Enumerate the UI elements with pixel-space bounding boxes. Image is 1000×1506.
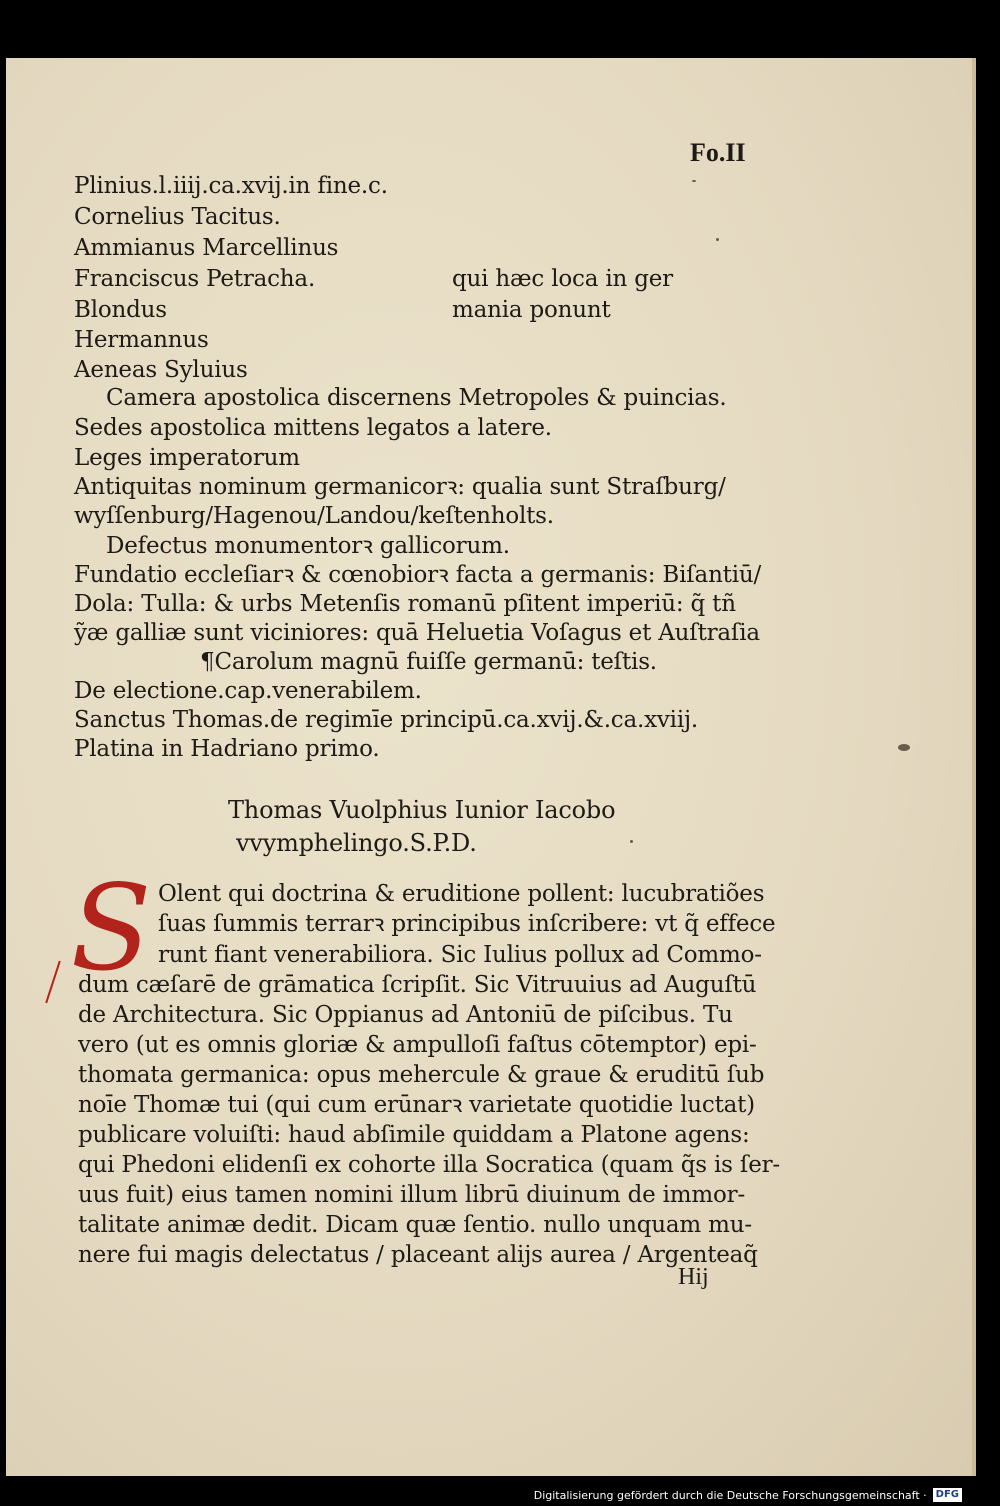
letter-heading: vvymphelingo.S.P.D. [236,829,477,857]
bracket-note: mania ponunt [452,297,611,323]
source-line: Fundatio eccleſiarꝛ & cœnobiorꝛ facta a germanis: Biſantiū/ [74,562,762,588]
letter-line: nere fui magis delectatus / placeant alijs aurea / Argenteaq̃ [78,1242,758,1268]
letter-line: qui Phedoni elidenſi ex cohorte illa Socratica (quam q̃s is ſer- [78,1152,780,1178]
letter-line: uus fuit) eius tamen nomini illum librū diuinum de immor- [78,1182,746,1208]
author-line: Aeneas Syluius [74,357,248,383]
source-line: Sedes apostolica mittens legatos a latere. [74,415,552,441]
author-line: Plinius.l.iiij.ca.xvij.in fine.c. [74,173,388,199]
folio-number: Fo.II [690,138,746,167]
letter-line: thomata germanica: opus mehercule & graue & eruditū ſub [78,1062,765,1088]
letter-line: talitate animæ dedit. Dicam quæ ſentio. nullo unquam mu- [78,1212,752,1238]
gathering-signature: Hij [678,1264,709,1290]
source-line: Dola: Tulla: & urbs Metenſis romanū pſitent imperiū: q̃ tñ [74,591,736,617]
pilcrow-icon: ¶ [200,649,215,675]
bracket-note: qui hæc loca in ger [452,266,673,292]
letter-line: Olent qui doctrina & eruditione pollent: lucubratiões [158,881,765,907]
letter-line: vero (ut es omnis gloriæ & ampulloſi faſtus cōtemptor) epi- [78,1032,757,1058]
letter-line: de Architectura. Sic Oppianus ad Antoniū de piſcibus. Tu [78,1002,733,1028]
rubricated-initial: S [70,859,152,997]
source-line: Camera apostolica discernens Metropoles & puincias. [106,385,727,411]
author-line: Hermannus [74,327,209,353]
letter-line: dum cæſarē de grāmatica ſcripſit. Sic Vitruuius ad Auguſtū [78,972,757,998]
source-line: De electione.cap.venerabilem. [74,678,422,704]
author-line: Cornelius Tacitus. [74,204,281,230]
source-line: ỹæ galliæ sunt viciniores: quā Heluetia Voſagus et Auſtraſia [74,620,760,646]
letter-line: ſuas ſummis terrarꝛ principibus inſcribere: vt q̃ effece [158,911,776,937]
author-line: Ammianus Marcellinus [74,235,339,261]
source-line: Leges imperatorum [74,445,300,471]
author-line: Franciscus Petracha. [74,266,316,292]
source-line [200,648,657,676]
letter-line: noīe Thomæ tui (qui cum erūnarꝛ varietate quotidie luctat) [78,1092,755,1118]
source-line: Defectus monumentorꝛ gallicorum. [106,533,510,559]
source-line: Sanctus Thomas.de regimīe principū.ca.xvij.&.ca.xviij. [74,707,699,733]
source-line: wyſſenburg/Hagenou/Landou/keſtenholts. [74,503,554,529]
source-line: Antiquitas nominum germanicorꝛ: qualia sunt Straſburg/ [74,474,726,500]
digitization-footer [534,1488,962,1502]
letter-heading: Thomas Vuolphius Iunior Iacobo [228,796,616,824]
author-line: Blondus [74,297,167,323]
letter-line: runt fiant venerabiliora. Sic Iulius pollux ad Commo- [158,942,762,968]
footer-text: Digitalisierung gefördert durch die Deutsche Forschungsgemeinschaft · [533,1488,927,1502]
dfg-logo: DFG [933,1488,962,1502]
source-line: Platina in Hadriano primo. [74,736,380,762]
source-line-text: Carolum magnū fuiſſe germanū: teſtis. [214,649,657,675]
letter-line: publicare voluiſti: haud abſimile quiddam a Platone agens: [78,1122,750,1148]
